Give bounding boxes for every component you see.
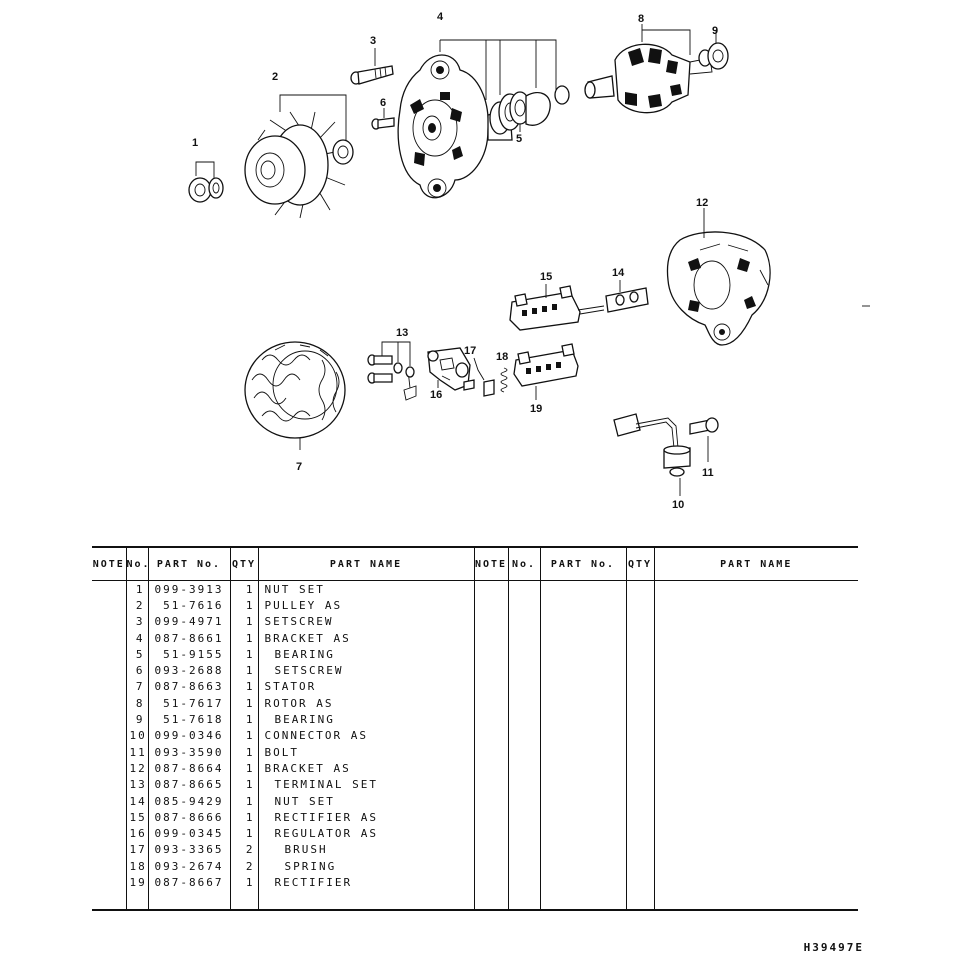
table-row <box>92 695 858 711</box>
part-name-text: BEARING <box>274 713 335 727</box>
note-cell-2 <box>474 809 508 825</box>
no-cell-2 <box>508 597 540 613</box>
no-cell-2 <box>508 793 540 809</box>
no-cell: 13 <box>126 777 148 793</box>
part-name-cell <box>258 646 474 662</box>
no-cell-2 <box>508 728 540 744</box>
part-name-text: ROTOR AS <box>264 696 334 710</box>
part-name-cell <box>258 614 474 630</box>
qty-cell-2 <box>626 858 654 874</box>
callout-15: 15 <box>540 271 553 283</box>
part-name-cell <box>258 711 474 727</box>
part-name-cell <box>258 679 474 695</box>
part-name-text: BOLT <box>264 745 299 759</box>
note-cell <box>92 842 126 858</box>
qty-cell-2 <box>626 662 654 678</box>
part-name-text: RECTIFIER AS <box>274 810 378 824</box>
part-no-cell-2 <box>540 744 626 760</box>
part-10-connector-as <box>614 414 690 496</box>
qty-cell: 1 <box>230 597 258 613</box>
header-qty-2: QTY <box>626 547 654 581</box>
no-cell-2 <box>508 646 540 662</box>
part-18-spring <box>501 368 507 392</box>
note-cell-2 <box>474 777 508 793</box>
table-row <box>92 825 858 841</box>
part-name-cell <box>258 695 474 711</box>
part-no-cell: 087-8665 <box>148 777 230 793</box>
note-cell <box>92 825 126 841</box>
part-no-cell: 093-2674 <box>148 858 230 874</box>
part-no-cell-2 <box>540 662 626 678</box>
header-no: No. <box>126 547 148 581</box>
header-part-no: PART No. <box>148 547 230 581</box>
part-name-text: NUT SET <box>274 794 335 808</box>
part-no-cell-2 <box>540 646 626 662</box>
part-no-cell: 099-3913 <box>148 581 230 598</box>
part-name-cell-2 <box>654 793 858 809</box>
note-cell <box>92 662 126 678</box>
callout-10: 10 <box>672 499 685 511</box>
callout-17: 17 <box>464 345 477 357</box>
no-cell: 3 <box>126 614 148 630</box>
part-name-cell <box>258 777 474 793</box>
part-no-cell: 099-4971 <box>148 614 230 630</box>
qty-cell: 1 <box>230 614 258 630</box>
qty-cell: 1 <box>230 760 258 776</box>
part-17-brush <box>474 358 494 396</box>
note-cell <box>92 874 126 909</box>
part-12-bracket-as <box>668 208 771 345</box>
note-cell-2 <box>474 711 508 727</box>
part-name-text: SETSCREW <box>274 664 344 678</box>
note-cell-2 <box>474 679 508 695</box>
header-no-2: No. <box>508 547 540 581</box>
part-name-text: PULLEY AS <box>264 598 343 612</box>
part-name-cell <box>258 662 474 678</box>
callout-16: 16 <box>430 389 443 401</box>
note-cell <box>92 646 126 662</box>
table-row <box>92 646 858 662</box>
no-cell: 11 <box>126 744 148 760</box>
part-name-text: NUT SET <box>264 582 325 596</box>
callout-7: 7 <box>296 461 303 473</box>
part-name-cell-2 <box>654 646 858 662</box>
part-name-cell-2 <box>654 858 858 874</box>
part-name-cell <box>258 825 474 841</box>
qty-cell: 2 <box>230 858 258 874</box>
qty-cell-2 <box>626 695 654 711</box>
part-name-text: BRUSH <box>284 843 328 857</box>
part-name-cell-2 <box>654 662 858 678</box>
table-row <box>92 662 858 678</box>
part-no-cell-2 <box>540 809 626 825</box>
callout-14: 14 <box>612 267 625 279</box>
note-cell <box>92 809 126 825</box>
part-name-cell-2 <box>654 760 858 776</box>
parts-table <box>92 546 858 911</box>
qty-cell-2 <box>626 581 654 598</box>
qty-cell-2 <box>626 630 654 646</box>
no-cell-2 <box>508 825 540 841</box>
qty-cell: 1 <box>230 728 258 744</box>
qty-cell: 1 <box>230 630 258 646</box>
part-no-cell-2 <box>540 842 626 858</box>
table-row <box>92 581 858 598</box>
no-cell: 14 <box>126 793 148 809</box>
qty-cell-2 <box>626 777 654 793</box>
part-no-cell-2 <box>540 825 626 841</box>
qty-cell-2 <box>626 809 654 825</box>
part-5-bearing <box>490 86 569 134</box>
table-header-row <box>92 547 858 581</box>
no-cell-2 <box>508 809 540 825</box>
no-cell-2 <box>508 614 540 630</box>
qty-cell: 1 <box>230 662 258 678</box>
table-row <box>92 760 858 776</box>
note-cell <box>92 614 126 630</box>
note-cell <box>92 695 126 711</box>
note-cell-2 <box>474 597 508 613</box>
part-no-cell: 087-8664 <box>148 760 230 776</box>
no-cell-2 <box>508 842 540 858</box>
callout-8: 8 <box>638 13 645 25</box>
callout-4: 4 <box>437 11 444 23</box>
part-name-cell-2 <box>654 825 858 841</box>
callout-5: 5 <box>516 133 523 145</box>
note-cell-2 <box>474 646 508 662</box>
part-no-cell-2 <box>540 614 626 630</box>
header-part-no-2: PART No. <box>540 547 626 581</box>
part-name-cell <box>258 842 474 858</box>
callout-12: 12 <box>696 197 709 209</box>
part-8-rotor-as <box>585 24 712 113</box>
note-cell-2 <box>474 842 508 858</box>
part-name-cell-2 <box>654 614 858 630</box>
part-name-text: BRACKET AS <box>264 631 351 645</box>
no-cell: 17 <box>126 842 148 858</box>
table-row <box>92 630 858 646</box>
note-cell <box>92 630 126 646</box>
no-cell-2 <box>508 679 540 695</box>
qty-cell-2 <box>626 842 654 858</box>
note-cell-2 <box>474 695 508 711</box>
part-name-text: SETSCREW <box>264 615 334 629</box>
no-cell-2 <box>508 760 540 776</box>
callout-1: 1 <box>192 137 199 149</box>
part-7-stator <box>245 342 345 450</box>
part-no-cell-2 <box>540 597 626 613</box>
part-name-cell-2 <box>654 874 858 909</box>
no-cell: 7 <box>126 679 148 695</box>
part-no-cell-2 <box>540 793 626 809</box>
callout-18: 18 <box>496 351 509 363</box>
note-cell-2 <box>474 630 508 646</box>
qty-cell-2 <box>626 597 654 613</box>
part-no-cell: 51-9155 <box>148 646 230 662</box>
table-row <box>92 711 858 727</box>
no-cell: 6 <box>126 662 148 678</box>
qty-cell: 2 <box>230 842 258 858</box>
part-name-text: STATOR <box>264 680 317 694</box>
part-no-cell: 087-8661 <box>148 630 230 646</box>
no-cell-2 <box>508 858 540 874</box>
qty-cell: 1 <box>230 809 258 825</box>
no-cell: 15 <box>126 809 148 825</box>
part-19-rectifier <box>514 344 578 400</box>
part-name-cell <box>258 809 474 825</box>
no-cell: 19 <box>126 874 148 909</box>
part-name-cell-2 <box>654 597 858 613</box>
callout-6: 6 <box>380 97 387 109</box>
part-13-terminal-set <box>368 342 416 400</box>
qty-cell-2 <box>626 744 654 760</box>
part-name-cell <box>258 581 474 598</box>
no-cell: 10 <box>126 728 148 744</box>
part-name-cell-2 <box>654 581 858 598</box>
callout-13: 13 <box>396 327 409 339</box>
no-cell: 18 <box>126 858 148 874</box>
table-row <box>92 614 858 630</box>
no-cell-2 <box>508 744 540 760</box>
no-cell-2 <box>508 630 540 646</box>
header-note-2: NOTE <box>474 547 508 581</box>
qty-cell-2 <box>626 728 654 744</box>
callout-2: 2 <box>272 71 279 83</box>
qty-cell-2 <box>626 614 654 630</box>
part-name-cell-2 <box>654 695 858 711</box>
note-cell-2 <box>474 662 508 678</box>
qty-cell-2 <box>626 874 654 909</box>
table-body <box>92 581 858 910</box>
note-cell <box>92 858 126 874</box>
table-row <box>92 777 858 793</box>
qty-cell-2 <box>626 646 654 662</box>
part-no-cell: 087-8667 <box>148 874 230 909</box>
part-name-text: BEARING <box>274 647 335 661</box>
part-11-bolt <box>690 418 718 462</box>
qty-cell: 1 <box>230 711 258 727</box>
no-cell-2 <box>508 711 540 727</box>
note-cell <box>92 744 126 760</box>
part-name-cell <box>258 793 474 809</box>
table-row <box>92 858 858 874</box>
part-no-cell-2 <box>540 874 626 909</box>
note-cell-2 <box>474 581 508 598</box>
table-row <box>92 809 858 825</box>
qty-cell-2 <box>626 825 654 841</box>
note-cell-2 <box>474 744 508 760</box>
header-note: NOTE <box>92 547 126 581</box>
part-name-text: CONNECTOR AS <box>264 729 368 743</box>
callout-9: 9 <box>712 25 719 37</box>
qty-cell: 1 <box>230 793 258 809</box>
part-6-setscrew <box>372 108 394 129</box>
part-no-cell: 087-8666 <box>148 809 230 825</box>
note-cell-2 <box>474 858 508 874</box>
qty-cell-2 <box>626 793 654 809</box>
qty-cell: 1 <box>230 874 258 909</box>
no-cell: 2 <box>126 597 148 613</box>
part-name-text: REGULATOR AS <box>274 827 378 841</box>
note-cell-2 <box>474 728 508 744</box>
part-name-cell <box>258 630 474 646</box>
part-no-cell-2 <box>540 695 626 711</box>
part-no-cell: 085-9429 <box>148 793 230 809</box>
part-name-cell-2 <box>654 728 858 744</box>
no-cell-2 <box>508 874 540 909</box>
part-name-cell <box>258 858 474 874</box>
note-cell-2 <box>474 760 508 776</box>
part-name-text: TERMINAL SET <box>274 778 378 792</box>
part-no-cell: 087-8663 <box>148 679 230 695</box>
part-no-cell: 093-2688 <box>148 662 230 678</box>
part-no-cell: 51-7618 <box>148 711 230 727</box>
header-qty: QTY <box>230 547 258 581</box>
part-2-pulley-as <box>245 95 353 218</box>
part-name-cell <box>258 874 474 909</box>
no-cell: 12 <box>126 760 148 776</box>
qty-cell-2 <box>626 711 654 727</box>
note-cell <box>92 679 126 695</box>
note-cell <box>92 597 126 613</box>
part-no-cell: 093-3365 <box>148 842 230 858</box>
no-cell: 1 <box>126 581 148 598</box>
part-3-setscrew <box>351 48 393 84</box>
part-no-cell: 093-3590 <box>148 744 230 760</box>
part-name-cell <box>258 597 474 613</box>
part-name-cell-2 <box>654 679 858 695</box>
part-name-text: BRACKET AS <box>264 761 351 775</box>
qty-cell: 1 <box>230 646 258 662</box>
part-name-text: RECTIFIER <box>274 875 353 889</box>
part-no-cell-2 <box>540 858 626 874</box>
callout-19: 19 <box>530 403 543 415</box>
no-cell-2 <box>508 777 540 793</box>
table-row <box>92 842 858 858</box>
note-cell <box>92 581 126 598</box>
no-cell: 5 <box>126 646 148 662</box>
part-no-cell-2 <box>540 679 626 695</box>
part-15-rectifier-as <box>510 284 604 330</box>
part-no-cell: 099-0346 <box>148 728 230 744</box>
part-name-text: SPRING <box>284 859 337 873</box>
part-no-cell-2 <box>540 581 626 598</box>
table-row <box>92 744 858 760</box>
qty-cell-2 <box>626 679 654 695</box>
part-no-cell-2 <box>540 728 626 744</box>
note-cell <box>92 777 126 793</box>
table-row <box>92 728 858 744</box>
part-no-cell-2 <box>540 711 626 727</box>
note-cell-2 <box>474 793 508 809</box>
part-name-cell <box>258 728 474 744</box>
qty-cell: 1 <box>230 679 258 695</box>
part-name-cell-2 <box>654 711 858 727</box>
qty-cell-2 <box>626 760 654 776</box>
note-cell <box>92 728 126 744</box>
part-14-nut-set <box>606 280 648 312</box>
header-part-name-2: PART NAME <box>654 547 858 581</box>
no-cell-2 <box>508 662 540 678</box>
note-cell-2 <box>474 614 508 630</box>
part-name-cell <box>258 744 474 760</box>
no-cell: 16 <box>126 825 148 841</box>
table-row <box>92 793 858 809</box>
part-no-cell-2 <box>540 760 626 776</box>
part-no-cell: 51-7617 <box>148 695 230 711</box>
document-code: H39497E <box>803 941 864 954</box>
callout-3: 3 <box>370 35 377 47</box>
part-name-cell-2 <box>654 744 858 760</box>
table-row <box>92 597 858 613</box>
part-name-cell-2 <box>654 842 858 858</box>
part-no-cell: 51-7616 <box>148 597 230 613</box>
part-name-cell-2 <box>654 777 858 793</box>
note-cell-2 <box>474 825 508 841</box>
note-cell <box>92 760 126 776</box>
part-1-nut-set <box>189 162 223 202</box>
qty-cell: 1 <box>230 744 258 760</box>
note-cell <box>92 711 126 727</box>
no-cell: 9 <box>126 711 148 727</box>
header-part-name: PART NAME <box>258 547 474 581</box>
qty-cell: 1 <box>230 695 258 711</box>
no-cell: 4 <box>126 630 148 646</box>
table-row <box>92 679 858 695</box>
callout-11: 11 <box>702 467 714 479</box>
note-cell-2 <box>474 874 508 909</box>
table-row <box>92 874 858 909</box>
qty-cell: 1 <box>230 777 258 793</box>
part-name-cell-2 <box>654 809 858 825</box>
qty-cell: 1 <box>230 825 258 841</box>
no-cell-2 <box>508 695 540 711</box>
note-cell <box>92 793 126 809</box>
part-name-cell-2 <box>654 630 858 646</box>
part-name-cell <box>258 760 474 776</box>
part-no-cell-2 <box>540 630 626 646</box>
qty-cell: 1 <box>230 581 258 598</box>
part-no-cell: 099-0345 <box>148 825 230 841</box>
no-cell-2 <box>508 581 540 598</box>
no-cell: 8 <box>126 695 148 711</box>
part-no-cell-2 <box>540 777 626 793</box>
